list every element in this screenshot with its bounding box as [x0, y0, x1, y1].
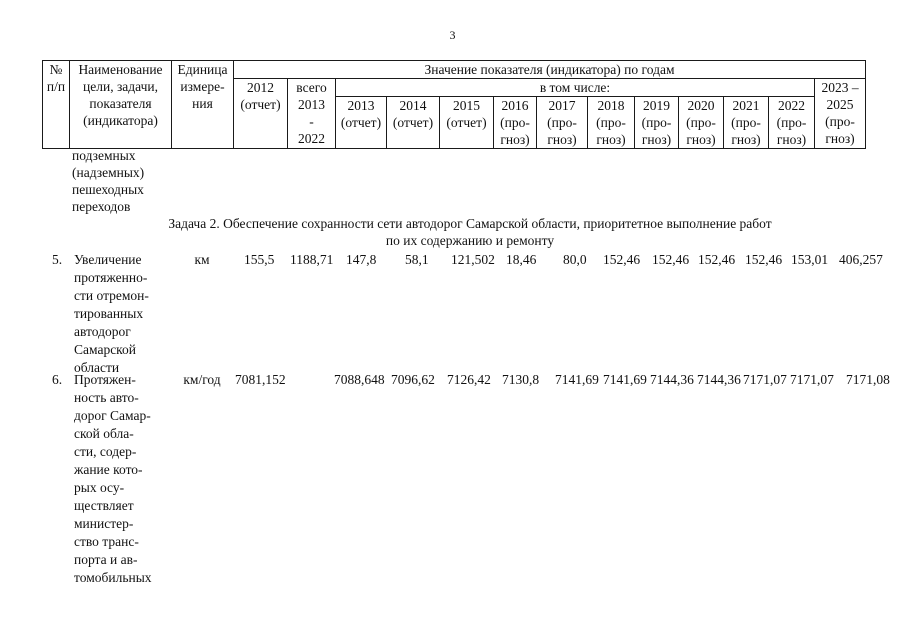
row-value-2020: 152,46: [698, 252, 736, 267]
row-value-2022: 7171,07: [790, 372, 834, 387]
row-value-2013: 147,8: [346, 252, 377, 267]
row-value-2017: 80,0: [563, 252, 587, 267]
header-col-total: всего 2013 - 2022: [288, 79, 336, 149]
row-number: 5.: [51, 252, 63, 267]
page-number: 3: [449, 28, 456, 42]
header-year-2013: 2013 (отчет): [336, 97, 387, 149]
header-year-2016: 2016 (про- гноз): [494, 97, 537, 149]
continued-indicator-name: подземных (надземных) пешеходных переходов: [72, 148, 145, 214]
row-value-2019: 7144,36: [650, 372, 694, 387]
row-value-2021: 152,46: [745, 252, 783, 267]
header-col-2023-2025: 2023 – 2025 (про- гноз): [815, 79, 866, 149]
row-value-2013: 7088,648: [334, 372, 385, 387]
header-name: Наименование цели, задачи, показателя (индикатора): [70, 61, 172, 149]
row-value-2015: 7126,42: [447, 372, 491, 387]
row-value-2019: 152,46: [652, 252, 690, 267]
row-value-2023-2025: 406,257: [839, 252, 883, 267]
row-value-2014: 58,1: [405, 252, 429, 267]
header-col-2012: 2012 (отчет): [234, 79, 288, 149]
row-value-2016: 18,46: [506, 252, 537, 267]
row-indicator-name: Протяжен- ность авто- дорог Самар- ской обла- сти, содер- жание кото- рых осу- ществляет министер- ство транс- порта и ав- томобильных: [74, 372, 152, 585]
row-number: 6.: [51, 372, 63, 387]
row-value-2015: 121,502: [451, 252, 495, 267]
header-year-2017: 2017 (про- гноз): [537, 97, 588, 149]
row-unit: км/год: [183, 372, 221, 387]
row-value-2021: 7171,07: [743, 372, 787, 387]
task-heading: Задача 2. Обеспечение сохранности сети автодорог Самарской области, приоритетное выполнение работ по их содержанию и ремонту: [168, 216, 772, 248]
row-indicator-name: Увеличение протяженно- сти отремон- тированных автодорог Самарской области: [74, 252, 149, 375]
row-value-2018: 152,46: [603, 252, 641, 267]
row-unit: км: [194, 252, 210, 267]
row-value-2018: 7141,69: [603, 372, 647, 387]
header-unit: Единица измере- ния: [172, 61, 234, 149]
header-year-2015: 2015 (отчет): [440, 97, 494, 149]
row-value-2020: 7144,36: [697, 372, 741, 387]
header-year-2018: 2018 (про- гноз): [588, 97, 635, 149]
row-value-2017: 7141,69: [555, 372, 599, 387]
header-year-2014: 2014 (отчет): [387, 97, 440, 149]
header-num: № п/п: [43, 61, 70, 149]
header-including: в том числе:: [336, 79, 815, 97]
row-value-2012: 155,5: [244, 252, 275, 267]
row-value-2023-2025: 7171,08: [846, 372, 890, 387]
header-year-2021: 2021 (про- гноз): [724, 97, 769, 149]
row-value-2012: 7081,152: [235, 372, 286, 387]
header-values-by-year: Значение показателя (индикатора) по годам: [234, 61, 866, 79]
header-year-2019: 2019 (про- гноз): [635, 97, 679, 149]
row-value-total: 1188,71: [290, 252, 334, 267]
row-value-2022: 153,01: [791, 252, 829, 267]
header-year-2020: 2020 (про- гноз): [679, 97, 724, 149]
row-value-2014: 7096,62: [391, 372, 435, 387]
row-value-2016: 7130,8: [502, 372, 540, 387]
header-year-2022: 2022 (про- гноз): [769, 97, 815, 149]
